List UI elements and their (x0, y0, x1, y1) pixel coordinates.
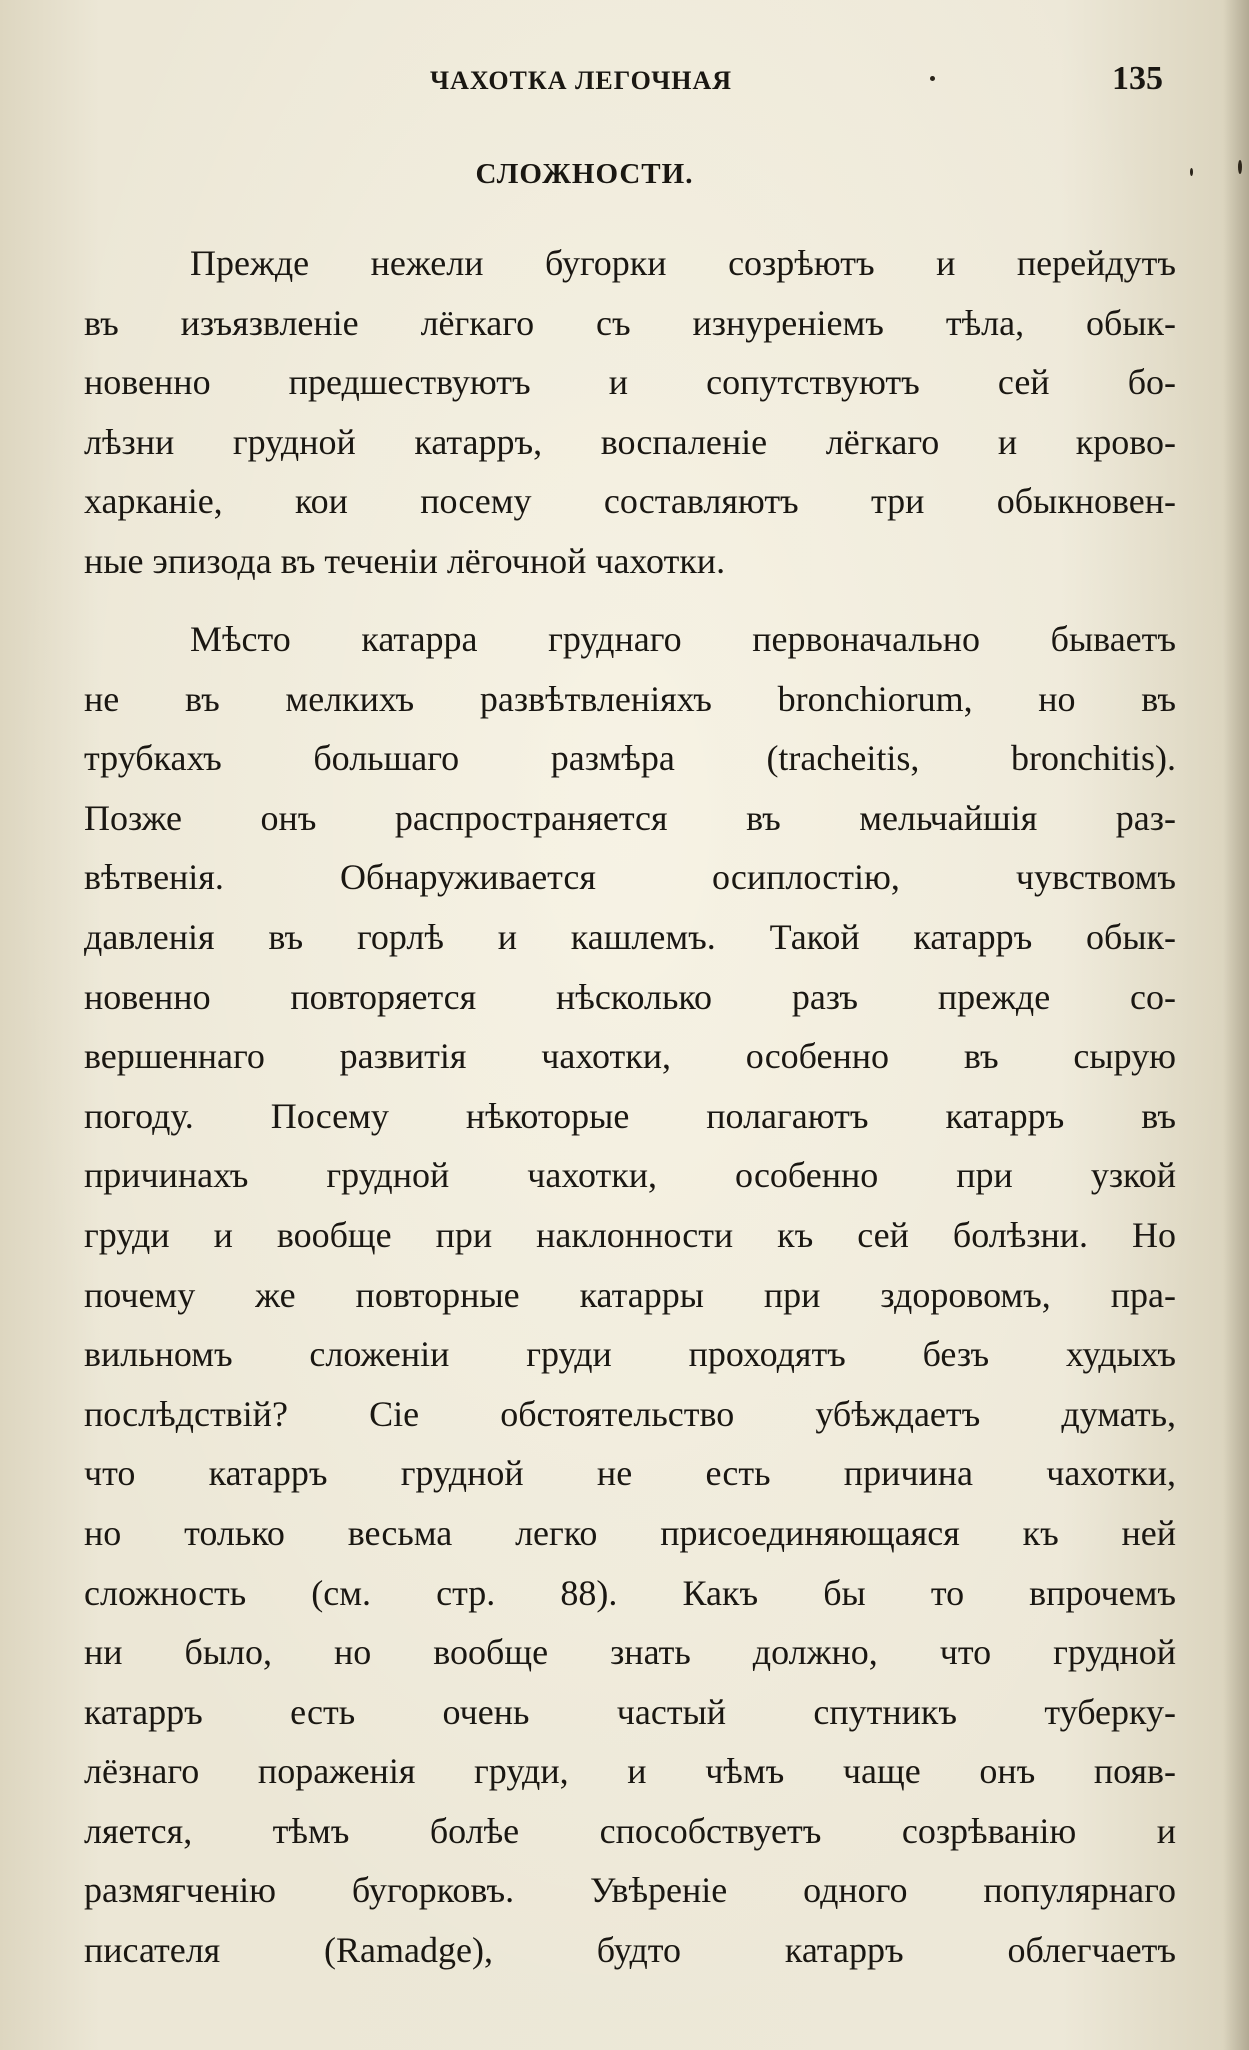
text-line: послѣдствій? Сіе обстоятельство убѣждаетъ думать, (84, 1393, 1176, 1434)
text-line: давленія въ горлѣ и кашлемъ. Такой катарръ обык- (84, 916, 1176, 957)
text-line: вѣтвенія. Обнаруживается осиплостію, чувствомъ (84, 857, 1176, 898)
text-line: ляется, тѣмъ болѣе способствуетъ созрѣванію и (84, 1810, 1176, 1851)
ink-speck (930, 76, 935, 81)
page-number: 135 (1112, 60, 1163, 97)
section-heading (0, 158, 1249, 191)
text-line: трубкахъ большаго размѣра (tracheitis, bronchitis). (84, 738, 1176, 779)
text-line: причинахъ грудной чахотки, особенно при узкой (84, 1155, 1176, 1196)
paragraph-2 (84, 610, 1176, 1981)
text-line: харканіе, кои посему составляютъ три обыкновен- (84, 481, 1176, 522)
section-heading-text: СЛОЖНОСТИ. (475, 158, 694, 190)
text-line: Позже онъ распространяется въ мельчайшія раз- (84, 797, 1176, 838)
text-line: вершеннаго развитія чахотки, особенно въ сырую (84, 1036, 1176, 1077)
text-line: ни было, но вообще знать должно, что грудной (84, 1632, 1176, 1673)
text-line: вильномъ сложеніи груди проходятъ безъ худыхъ (84, 1334, 1176, 1375)
text-line: лѣзни грудной катарръ, воспаленіе лёгкаго и крово- (84, 421, 1176, 462)
text-line: не въ мелкихъ развѣтвленіяхъ bronchiorum, но въ (84, 678, 1176, 719)
running-title: ЧАХОТКА ЛЕГОЧНАЯ (430, 66, 733, 95)
text-line: груди и вообще при наклонности къ сей болѣзни. Но (84, 1214, 1176, 1255)
text-line: но только весьма легко присоединяющаяся къ ней (84, 1512, 1176, 1553)
text-line: въ изъязвленіе лёгкаго съ изнуреніемъ тѣла, обык- (84, 302, 1176, 343)
text-line: погоду. Посему нѣкоторые полагаютъ катарръ въ (84, 1095, 1176, 1136)
text-line: сложность (см. стр. 88). Какъ бы то впрочемъ (84, 1572, 1176, 1613)
text-line: Мѣсто катарра груднаго первоначально бываетъ (190, 619, 1176, 659)
ink-speck (1190, 168, 1193, 176)
text-line: писателя (Ramadge), будто катарръ облегчаетъ (84, 1930, 1176, 1971)
text-line: что катарръ грудной не есть причина чахотки, (84, 1453, 1176, 1494)
text-line: новенно повторяется нѣсколько разъ прежде со- (84, 976, 1176, 1017)
text-line: размягченію бугорковъ. Увѣреніе одного популярнаго (84, 1870, 1176, 1911)
running-head (0, 60, 1249, 106)
text-line: катарръ есть очень частый спутникъ туберку- (84, 1691, 1176, 1732)
ink-speck (1238, 160, 1242, 174)
text-line: ные эпизода въ теченіи лёгочной чахотки. (84, 540, 726, 581)
text-line: лёзнаго пораженія груди, и чѣмъ чаще онъ появ- (84, 1751, 1176, 1792)
text-line: почему же повторные катарры при здоровомъ, пра- (84, 1274, 1176, 1315)
paragraph-1 (84, 234, 1176, 592)
text-line: Прежде нежели бугорки созрѣютъ и перейдутъ (190, 243, 1176, 283)
text-line: новенно предшествуютъ и сопутствуютъ сей бо- (84, 362, 1176, 403)
